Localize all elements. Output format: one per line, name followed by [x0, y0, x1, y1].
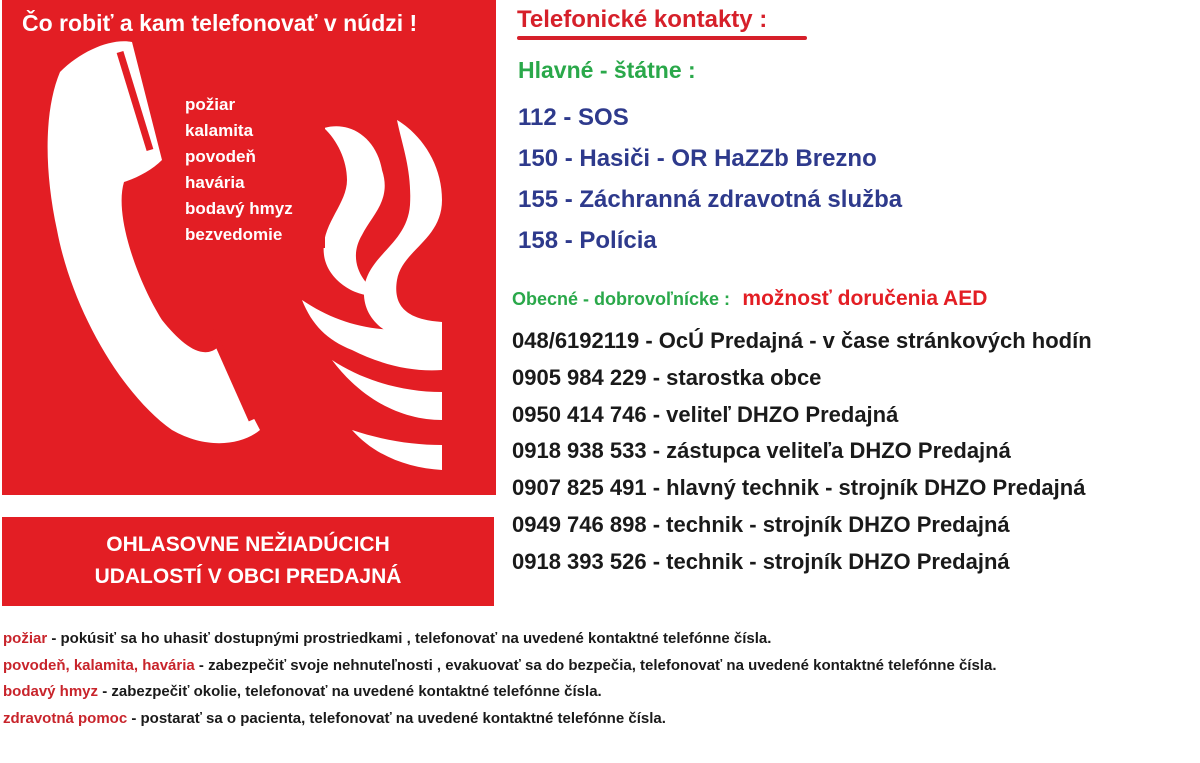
volunteer-heading-text: Obecné - dobrovoľnícke : — [512, 289, 730, 309]
instruction-term: bodavý hmyz — [3, 683, 99, 700]
list-item: 0905 984 229 - starostka obce — [512, 364, 822, 390]
instruction-row — [3, 706, 996, 733]
list-item: požiar — [185, 95, 236, 114]
instruction-text: - postarať sa o pacienta, telefonovať na uvedené kontaktné telefónne čísla. — [127, 709, 666, 727]
list-item: 0918 938 533 - zástupca veliteľa DHZO Predajná — [512, 438, 1011, 464]
banner-line: UDALOSTÍ V OBCI PREDAJNÁ — [94, 565, 402, 588]
list-item: 112 - SOS — [518, 104, 629, 131]
instruction-term: zdravotná pomoc — [3, 709, 128, 727]
list-item: kalamita — [185, 121, 254, 140]
contacts-title — [517, 6, 767, 34]
list-item: havária — [185, 173, 245, 192]
list-item: 0918 393 526 - technik - strojník DHZO Predajná — [512, 548, 1010, 574]
instruction-text: - zabezpečiť svoje nehnuteľnosti , evakuovať sa do bezpečia, telefonovať na uvedené kontaktné telefónne čísla. — [194, 656, 997, 674]
list-item: 0949 746 898 - technik - strojník DHZO Predajná — [512, 511, 1010, 537]
list-item: bezvedomie — [185, 225, 283, 244]
volunteer-contact-list — [512, 323, 1092, 581]
title-underline — [517, 36, 807, 40]
list-item: povodeň — [185, 147, 256, 166]
instruction-term: povodeň, kalamita, havária — [3, 656, 195, 674]
instruction-row — [3, 653, 996, 680]
volunteer-heading — [512, 287, 987, 311]
list-item: 150 - Hasiči - OR HaZZb Brezno — [518, 145, 877, 172]
instruction-text: - zabezpečiť okolie, telefonovať na uvedené kontaktné telefónne čísla. — [98, 683, 602, 700]
instruction-term: požiar — [3, 630, 48, 647]
list-item: bodavý hmyz — [185, 199, 293, 218]
list-item: 158 - Polícia — [518, 227, 657, 254]
list-item: 0950 414 746 - veliteľ DHZO Predajná — [512, 401, 899, 427]
instruction-row — [3, 626, 996, 653]
state-heading: Hlavné - štátne : — [518, 57, 696, 83]
aed-note: možnosť doručenia AED — [742, 287, 988, 310]
report-banner — [2, 517, 494, 606]
list-item: 155 - Záchranná zdravotná služba — [518, 186, 903, 213]
hazard-list — [185, 92, 325, 248]
instruction-text: - pokúsiť sa ho uhasiť dostupnými prostriedkami , telefonovať na uvedené kontaktné telefónne čísla. — [47, 630, 772, 647]
instructions — [3, 626, 996, 732]
emergency-sign — [2, 0, 496, 495]
state-contact-list — [518, 97, 902, 261]
contacts-title-text: Telefonické kontakty : — [517, 6, 768, 33]
sign-title: Čo robiť a kam telefonovať v núdzi ! — [22, 10, 418, 36]
list-item: 048/6192119 - OcÚ Predajná - v čase stránkových hodín — [512, 328, 1092, 353]
instruction-row — [3, 679, 996, 706]
list-item: 0907 825 491 - hlavný technik - strojník DHZO Predajná — [512, 475, 1086, 501]
banner-line: OHLASOVNE NEŽIADÚCICH — [106, 533, 390, 556]
